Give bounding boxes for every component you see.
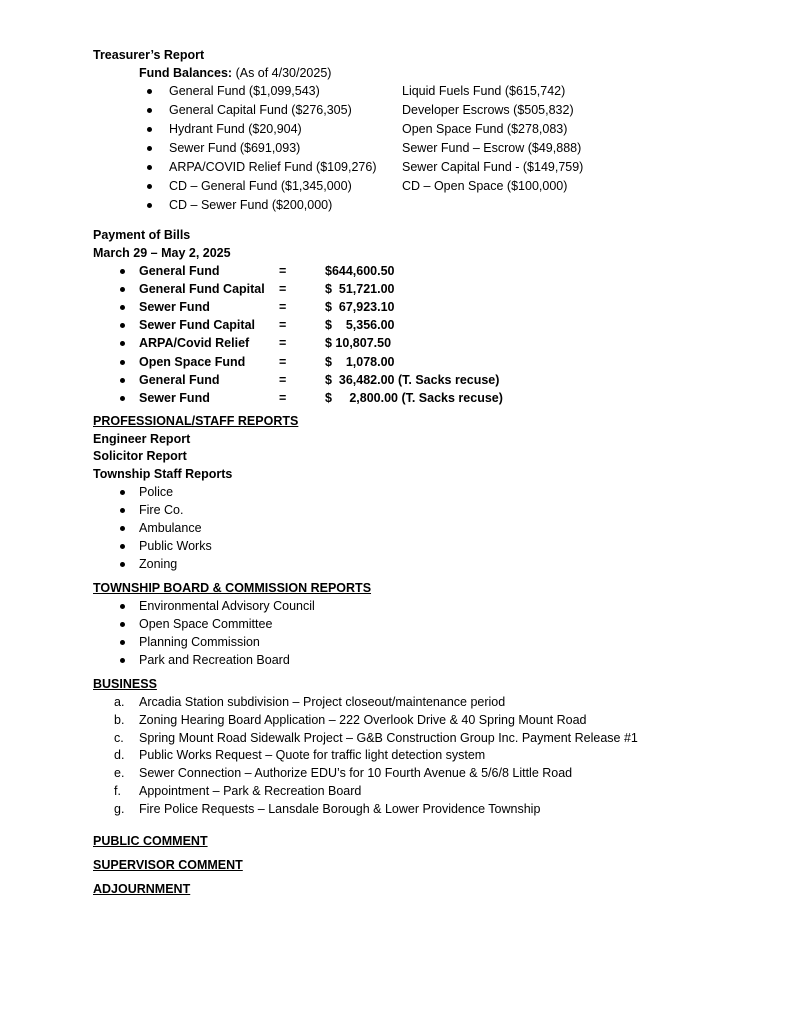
bullet-icon	[120, 360, 125, 365]
bullet-icon	[120, 323, 125, 328]
bill-equals: =	[279, 264, 287, 278]
bill-equals: =	[279, 318, 287, 333]
fund-balance-item: Liquid Fuels Fund ($615,742)	[402, 84, 566, 98]
business-heading: BUSINESS	[93, 677, 157, 691]
bill-fund-name: Sewer Fund Capital	[139, 318, 255, 333]
bill-fund-name: Sewer Fund	[139, 390, 210, 405]
business-item-letter: b.	[114, 712, 125, 727]
staff-report-item: Zoning	[139, 557, 178, 571]
bill-fund-name: Sewer Fund	[139, 300, 210, 315]
bill-fund-name: General Fund	[139, 372, 220, 387]
business-item-letter: a.	[114, 695, 125, 709]
fund-balance-item: Hydrant Fund ($20,904)	[169, 122, 302, 136]
public-comment-heading: PUBLIC COMMENT	[93, 834, 208, 848]
fund-balance-item: Developer Escrows ($505,832)	[402, 103, 574, 117]
bullet-icon	[120, 396, 125, 401]
bullet-icon	[120, 604, 125, 609]
township-staff-reports: Township Staff Reports	[93, 467, 233, 481]
bill-equals: =	[279, 372, 287, 387]
business-item: Appointment – Park & Recreation Board	[139, 784, 362, 798]
fund-balance-item: CD – General Fund ($1,345,000)	[169, 179, 352, 193]
fund-balance-item: CD – Open Space ($100,000)	[402, 179, 568, 193]
bullet-icon	[120, 526, 125, 531]
bullet-icon	[147, 165, 152, 170]
bill-amount: $ 36,482.00 (T. Sacks recuse)	[325, 372, 500, 387]
bullet-icon	[120, 640, 125, 645]
bill-fund-name: General Fund Capital	[139, 282, 265, 297]
bill-fund-name: General Fund	[139, 264, 220, 278]
board-report-item: Open Space Committee	[139, 617, 273, 631]
business-item: Public Works Request – Quote for traffic light detection system	[139, 748, 486, 763]
bullet-icon	[120, 562, 125, 567]
board-report-item: Park and Recreation Board	[139, 653, 290, 667]
bill-equals: =	[279, 354, 287, 369]
board-report-item: Planning Commission	[139, 635, 260, 649]
bill-fund-name: Open Space Fund	[139, 354, 246, 369]
bill-amount: $ 2,800.00 (T. Sacks recuse)	[325, 390, 503, 405]
bill-amount: $ 5,356.00	[325, 318, 395, 333]
bullet-icon	[120, 658, 125, 663]
bill-amount: $644,600.50	[325, 264, 395, 278]
board-report-item: Environmental Advisory Council	[139, 599, 315, 613]
professional-staff-reports-heading: PROFESSIONAL/STAFF REPORTS	[93, 414, 299, 428]
business-item-letter: e.	[114, 766, 125, 781]
bullet-icon	[120, 622, 125, 627]
fund-balance-item: Open Space Fund ($278,083)	[402, 122, 568, 136]
fund-balances-heading	[139, 64, 331, 82]
business-item-letter: f.	[114, 784, 121, 798]
business-item-letter: d.	[114, 748, 125, 763]
bill-amount: $ 51,721.00	[325, 282, 395, 297]
fund-balances-label: Fund Balances:	[139, 66, 233, 80]
fund-balance-item: General Fund ($1,099,543)	[169, 84, 320, 98]
bullet-icon	[147, 146, 152, 151]
payment-of-bills-title: Payment of Bills	[93, 228, 191, 242]
bill-amount: $ 1,078.00	[325, 354, 395, 369]
staff-report-item: Police	[139, 485, 174, 499]
staff-report-item: Ambulance	[139, 521, 202, 535]
bullet-icon	[120, 287, 125, 292]
supervisor-comment-heading: SUPERVISOR COMMENT	[93, 858, 243, 872]
solicitor-report: Solicitor Report	[93, 449, 187, 463]
bullet-icon	[147, 127, 152, 132]
bill-equals: =	[279, 336, 287, 351]
bill-equals: =	[279, 390, 287, 405]
board-commission-reports-heading: TOWNSHIP BOARD & COMMISSION REPORTS	[93, 581, 372, 595]
bullet-icon	[120, 341, 125, 346]
fund-balances-date: (As of 4/30/2025)	[235, 66, 332, 80]
fund-balance-item: Sewer Fund – Escrow ($49,888)	[402, 141, 582, 155]
business-item: Fire Police Requests – Lansdale Borough & Lower Providence Township	[139, 801, 541, 816]
fund-balance-item: Sewer Fund ($691,093)	[169, 141, 301, 155]
bullet-icon	[120, 305, 125, 310]
bullet-icon	[120, 508, 125, 513]
staff-report-item: Fire Co.	[139, 503, 184, 517]
bullet-icon	[147, 203, 152, 208]
bullet-icon	[120, 490, 125, 495]
business-item-letter: g.	[114, 801, 125, 816]
business-item-letter: c.	[114, 730, 124, 745]
business-item: Sewer Connection – Authorize EDU’s for 10 Fourth Avenue & 5/6/8 Little Road	[139, 766, 573, 781]
bill-amount: $ 10,807.50	[325, 336, 392, 351]
bullet-icon	[147, 89, 152, 94]
staff-report-item: Public Works	[139, 539, 212, 553]
bill-fund-name: ARPA/Covid Relief	[139, 336, 250, 351]
bullet-icon	[147, 184, 152, 189]
business-item: Arcadia Station subdivision – Project closeout/maintenance period	[139, 695, 506, 709]
bill-equals: =	[279, 300, 287, 315]
adjournment-heading: ADJOURNMENT	[93, 882, 191, 896]
bill-equals: =	[279, 282, 287, 297]
treasurer-report-title: Treasurer’s Report	[93, 48, 205, 62]
business-item: Zoning Hearing Board Application – 222 Overlook Drive & 40 Spring Mount Road	[139, 712, 587, 727]
bill-amount: $ 67,923.10	[325, 300, 395, 315]
business-item: Spring Mount Road Sidewalk Project – G&B Construction Group Inc. Payment Release #1	[139, 730, 638, 745]
engineer-report: Engineer Report	[93, 432, 191, 446]
fund-balance-item: ARPA/COVID Relief Fund ($109,276)	[169, 160, 377, 174]
bullet-icon	[120, 378, 125, 383]
bullet-icon	[120, 269, 125, 274]
bullet-icon	[147, 108, 152, 113]
bullet-icon	[120, 544, 125, 549]
fund-balance-item: Sewer Capital Fund - ($149,759)	[402, 160, 584, 174]
fund-balance-item: General Capital Fund ($276,305)	[169, 103, 352, 117]
fund-balance-item: CD – Sewer Fund ($200,000)	[169, 198, 333, 212]
payment-period: March 29 – May 2, 2025	[93, 246, 231, 260]
